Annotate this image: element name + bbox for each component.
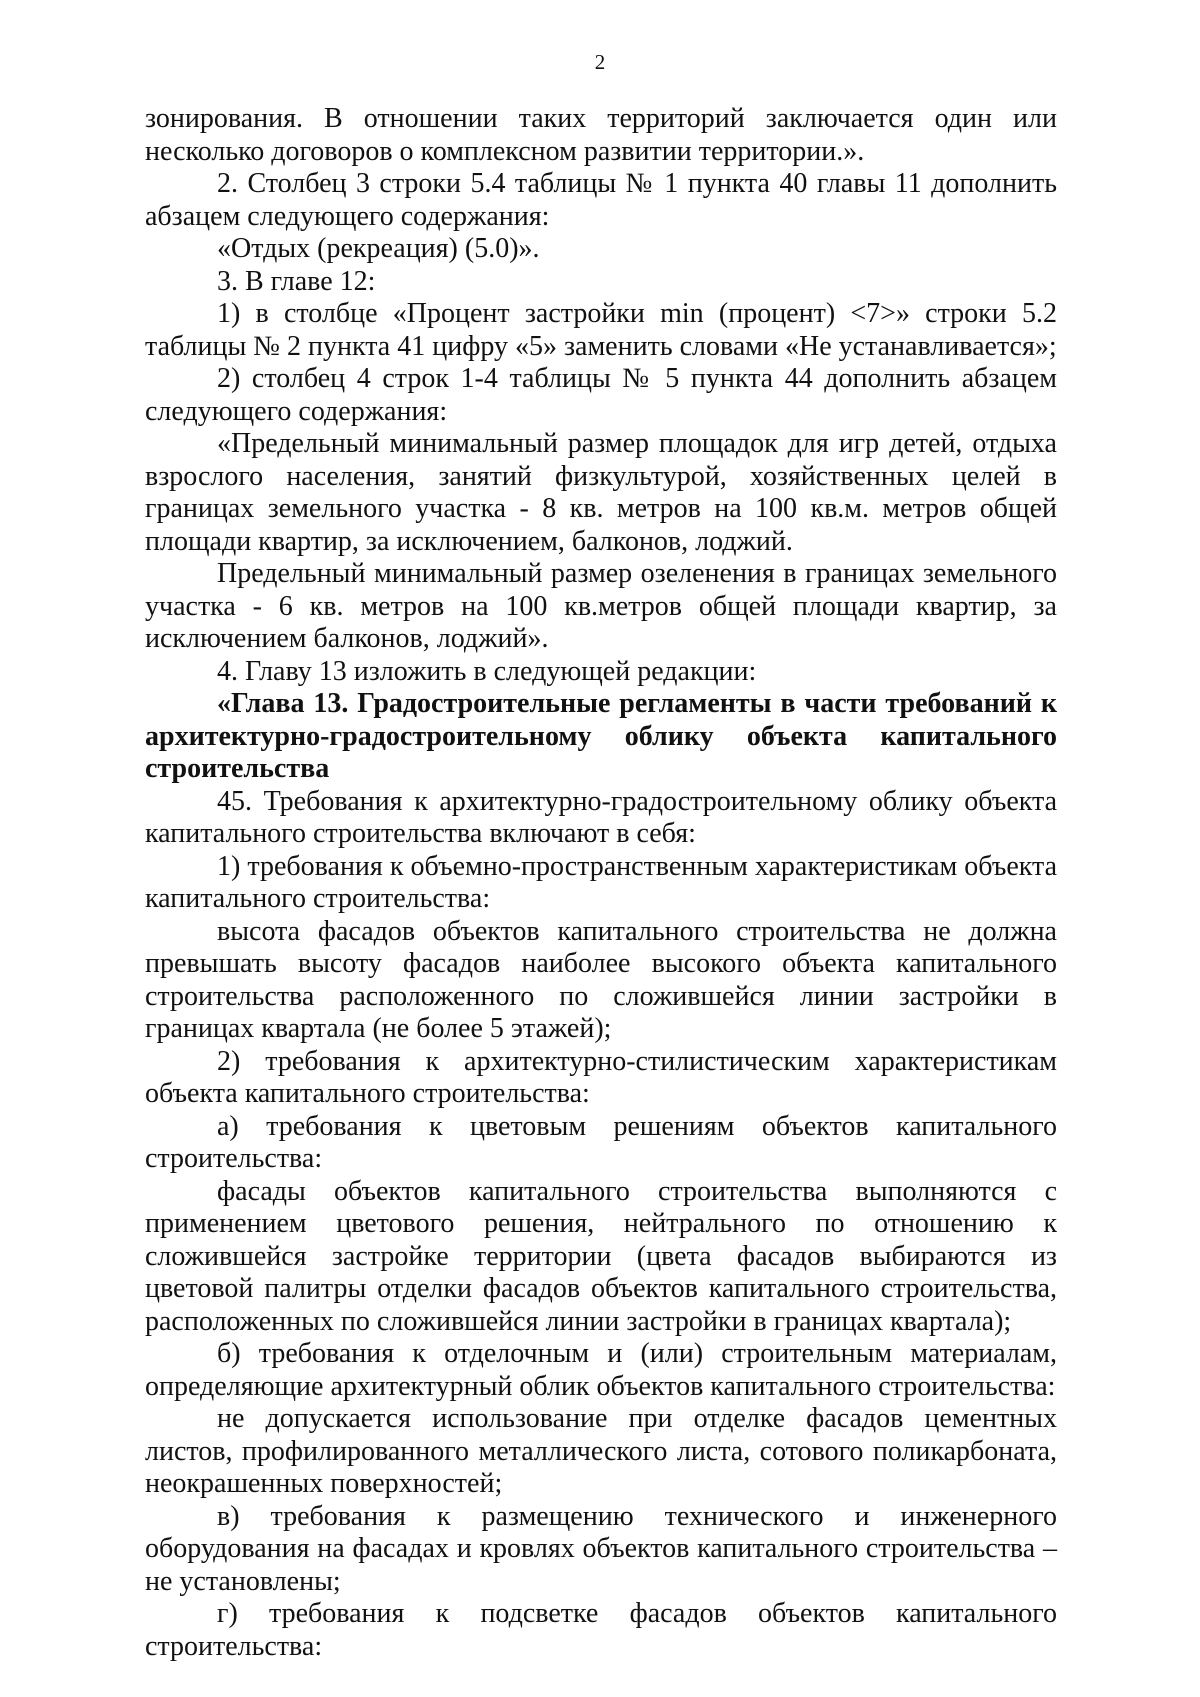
paragraph-quote-recreation: «Отдых (рекреация) (5.0)».	[217, 233, 540, 264]
paragraph-item-2: 2. Столбец 3 строки 5.4 таблицы № 1 пункта 40 главы 11 дополнить абзацем следующего содержания:	[145, 168, 1057, 232]
paragraph-subitem-2: 2) столбец 4 строк 1-4 таблицы № 5 пункта 44 дополнить абзацем следующего содержания:	[145, 363, 1057, 427]
paragraph-continuation: зонирования. В отношении таких территорий заключается один или несколько договоров о комплексном развитии территории.».	[145, 103, 1057, 167]
paragraph-requirement-2v: в) требования к размещению технического и инженерного оборудования на фасадах и кровлях объектов капитального строительства – не установлены;	[145, 1500, 1057, 1597]
paragraph-quote-playgrounds: «Предельный минимальный размер площадок для игр детей, отдыха взрослого населения, занятий физкультурой, хозяйственных целей в границах земельного участка - 8 кв. метров на 100 кв.м. метров общей площади квартир, за исключением, балконов, лоджий.	[145, 428, 1057, 557]
paragraph-subitem-1: 1) в столбце «Процент застройки min (процент) <7>» строки 5.2 таблицы № 2 пункта 41 цифру «5» заменить словами «Не устанавливается»;	[145, 298, 1057, 362]
page-number: 2	[594, 50, 606, 74]
paragraph-item-4: 4. Главу 13 изложить в следующей редакции:	[217, 655, 757, 687]
paragraph-item-3: 3. В главе 12:	[217, 265, 376, 297]
paragraph-requirement-2a: а) требования к цветовым решениям объектов капитального строительства:	[145, 1110, 1057, 1174]
paragraph-requirement-1: 1) требования к объемно-пространственным характеристикам объекта капитального строительства:	[145, 850, 1057, 914]
paragraph-facade-colors: фасады объектов капитального строительства выполняются с применением цветового решения, нейтрального по отношению к сложившейся застройке территории (цвета фасадов выбираются из цветовой палитры отделки фасадов объектов капитального строительства, расположенных по сложившейся линии застройки в границах квартала);	[145, 1175, 1057, 1337]
paragraph-point-45: 45. Требования к архитектурно-градостроительному облику объекта капитального строительства включают в себя:	[145, 785, 1057, 849]
paragraph-materials-prohibited: не допускается использование при отделке фасадов цементных листов, профилированного металлического листа, сотового поликарбоната, неокрашенных поверхностей;	[145, 1403, 1057, 1499]
chapter-13-heading: «Глава 13. Градостроительные регламенты в части требований к архитектурно-градостроительному облику объекта капитального строительства	[145, 688, 1057, 784]
paragraph-greening: Предельный минимальный размер озеленения в границах земельного участка - 6 кв. метров на 100 кв.метров общей площади квартир, за исключением балконов, лоджий».	[145, 558, 1057, 654]
document-body	[145, 103, 1057, 1663]
paragraph-requirement-2b: б) требования к отделочным и (или) строительным материалам, определяющие архитектурный облик объектов капитального строительства:	[145, 1338, 1057, 1402]
paragraph-facade-height: высота фасадов объектов капитального строительства не должна превышать высоту фасадов наиболее высокого объекта капитального строительства расположенного по сложившейся линии застройки в границах квартала (не более 5 этажей);	[145, 915, 1057, 1044]
paragraph-requirement-2g: г) требования к подсветке фасадов объектов капитального строительства:	[145, 1598, 1057, 1662]
paragraph-requirement-2: 2) требования к архитектурно-стилистическим характеристикам объекта капитального строительства:	[145, 1045, 1057, 1109]
